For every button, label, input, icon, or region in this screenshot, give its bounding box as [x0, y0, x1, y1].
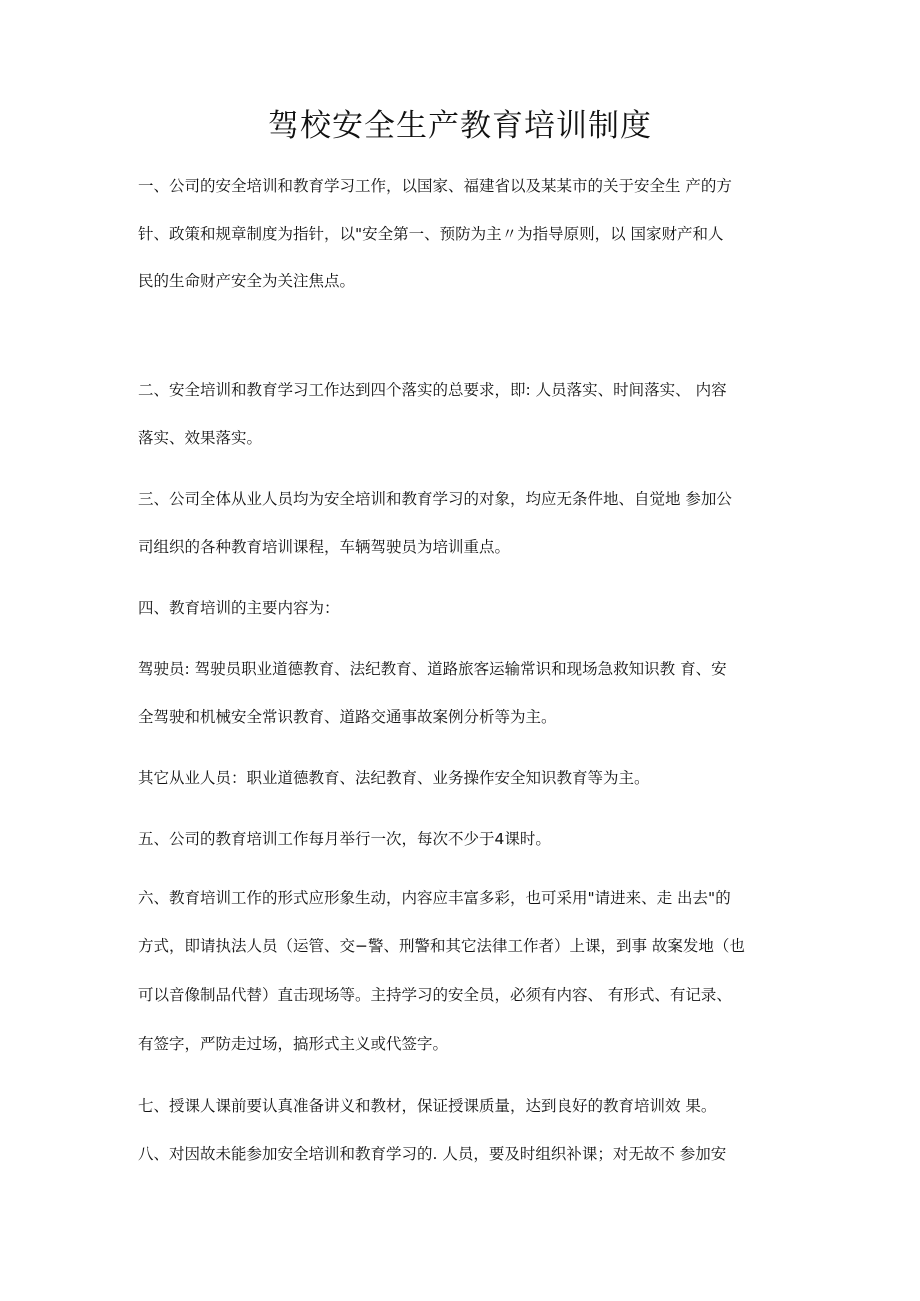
text-line: 全驾驶和机械安全常识教育、道路交通事故案例分析等为主。: [138, 708, 557, 726]
text-line: 民的生命财产安全为关注焦点。: [138, 272, 356, 290]
document-title: 驾校安全生产教育培训制度: [268, 108, 652, 144]
text-line: 驾驶员: 驾驶员职业道德教育、法纪教育、道路旅客运输常识和现场急救知识教 育、安: [138, 660, 727, 678]
text-line: 其它从业人员：职业道德教育、法纪教育、业务操作安全知识教育等为主。: [138, 769, 650, 787]
text-line: 五、公司的教育培训工作每月举行一次，每次不少于4课时。: [138, 830, 551, 848]
text-line: 四、教育培训的主要内容为：: [138, 599, 340, 617]
text-line: 司组织的各种教育培训课程，车辆驾驶员为培训重点。: [138, 538, 511, 556]
text-line: 方式，即请执法人员（运管、交−警、刑警和其它法律工作者）上课，到事 故案发地（也: [138, 937, 745, 955]
text-line: 针、政策和规章制度为指针，以"安全第一、预防为主〃为指导原则，以 国家财产和人: [138, 225, 724, 243]
text-line: 八、对因故未能参加安全培训和教育学习的. 人员，要及时组织补课；对无故不 参加安: [138, 1145, 727, 1163]
text-line: 七、授课人课前要认真准备讲义和教材，保证授课质量，达到良好的教育培训效 果。: [138, 1097, 717, 1115]
text-line: 有签字，严防走过场，搞形式主义或代签字。: [138, 1035, 449, 1053]
text-line: 三、公司全体从业人员均为安全培训和教育学习的对象，均应无条件地、自觉地 参加公: [138, 490, 732, 508]
text-line: 落实、效果落实。: [138, 429, 263, 447]
text-line: 二、安全培训和教育学习工作达到四个落实的总要求，即: 人员落实、时间落实、 内容: [138, 381, 727, 399]
text-line: 可以音像制品代替）直击现场等。主持学习的安全员，必须有内容、 有形式、有记录、: [138, 986, 732, 1004]
text-line: 一、公司的安全培训和教育学习工作，以国家、福建省以及某某市的关于安全生 产的方: [138, 177, 732, 195]
text-line: 六、教育培训工作的形式应形象生动，内容应丰富多彩，也可采用"请进来、走 出去"的: [138, 889, 731, 907]
